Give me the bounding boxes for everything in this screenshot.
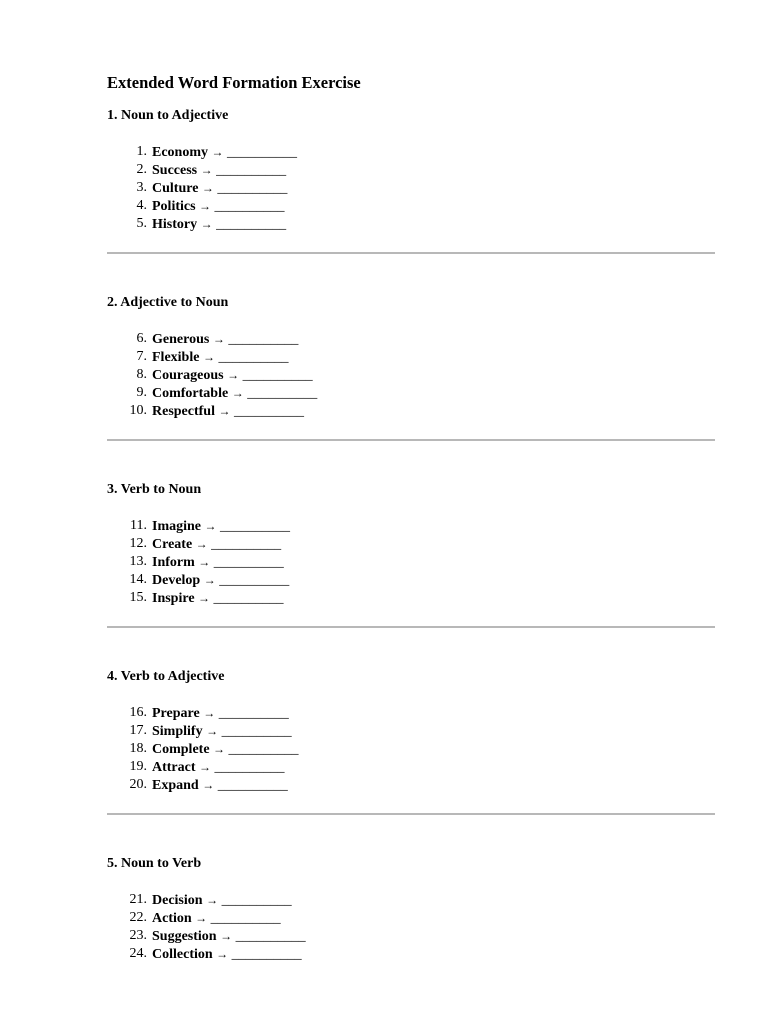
arrow-icon: → <box>198 555 211 569</box>
answer-blank: __________ <box>235 929 306 944</box>
answer-blank: __________ <box>216 163 287 178</box>
list-item <box>107 143 715 161</box>
item-content <box>152 776 288 795</box>
item-content <box>152 143 297 162</box>
arrow-icon: → <box>195 537 208 551</box>
arrow-icon: → <box>200 163 213 177</box>
item-number: 7. <box>136 349 147 364</box>
section-divider <box>107 813 715 815</box>
item-word: Comfortable <box>152 386 229 401</box>
list-item <box>107 909 715 927</box>
list-item <box>107 704 715 722</box>
answer-blank: __________ <box>218 350 289 365</box>
arrow-icon: → <box>227 368 240 382</box>
arrow-icon: → <box>220 929 233 943</box>
item-word: Imagine <box>152 519 201 534</box>
item-content <box>152 704 289 723</box>
answer-blank: __________ <box>219 573 290 588</box>
item-content <box>152 535 281 554</box>
item-number: 24. <box>129 946 147 961</box>
item-content <box>152 553 284 572</box>
item-content <box>152 366 313 385</box>
item-number: 4. <box>136 198 147 213</box>
answer-blank: __________ <box>231 947 302 962</box>
exercise-list <box>107 143 715 233</box>
arrow-icon: → <box>202 350 215 364</box>
item-content <box>152 571 289 590</box>
item-number: 9. <box>136 385 147 400</box>
item-number: 13. <box>129 554 147 569</box>
list-item <box>107 348 715 366</box>
item-word: Courageous <box>152 368 224 383</box>
item-word: Culture <box>152 181 199 196</box>
list-item <box>107 215 715 233</box>
exercise-section <box>107 294 715 441</box>
list-item <box>107 589 715 607</box>
exercise-section <box>107 107 715 254</box>
arrow-icon: → <box>212 332 225 346</box>
answer-blank: __________ <box>217 181 288 196</box>
arrow-icon: → <box>198 591 211 605</box>
arrow-icon: → <box>203 706 216 720</box>
arrow-icon: → <box>200 217 213 231</box>
item-content <box>152 927 306 946</box>
list-item <box>107 402 715 420</box>
item-content <box>152 945 302 964</box>
item-word: Expand <box>152 778 199 793</box>
section-heading: 4. Verb to Adjective <box>107 669 225 684</box>
answer-blank: __________ <box>211 537 282 552</box>
list-item <box>107 161 715 179</box>
answer-blank: __________ <box>242 368 313 383</box>
answer-blank: __________ <box>216 217 287 232</box>
exercise-list <box>107 891 715 963</box>
item-word: Inform <box>152 555 195 570</box>
item-word: Attract <box>152 760 196 775</box>
arrow-icon: → <box>201 181 214 195</box>
item-word: Create <box>152 537 193 552</box>
list-item <box>107 740 715 758</box>
answer-blank: __________ <box>234 404 304 419</box>
item-number: 3. <box>136 180 147 195</box>
item-number: 17. <box>129 723 147 738</box>
item-word: Generous <box>152 332 210 347</box>
item-number: 12. <box>129 536 147 551</box>
answer-blank: __________ <box>218 706 289 721</box>
answer-blank: __________ <box>221 893 292 908</box>
item-number: 21. <box>129 892 147 907</box>
page-title: Extended Word Formation Exercise <box>107 73 361 92</box>
item-number: 1. <box>136 144 147 159</box>
list-item <box>107 571 715 589</box>
exercise-section <box>107 855 715 963</box>
item-word: Success <box>152 163 198 178</box>
list-item <box>107 330 715 348</box>
item-number: 5. <box>136 216 147 231</box>
item-content <box>152 161 286 180</box>
arrow-icon: → <box>204 519 217 533</box>
item-content <box>152 758 285 777</box>
item-word: Flexible <box>152 350 200 365</box>
answer-blank: __________ <box>228 332 299 347</box>
list-item <box>107 197 715 215</box>
answer-blank: __________ <box>220 519 290 534</box>
item-word: Collection <box>152 947 213 962</box>
item-number: 23. <box>129 928 147 943</box>
item-number: 22. <box>129 910 147 925</box>
list-item <box>107 945 715 963</box>
item-number: 11. <box>130 518 147 533</box>
section-divider <box>107 439 715 441</box>
item-word: Simplify <box>152 724 203 739</box>
item-number: 10. <box>129 403 147 418</box>
section-heading: 2. Adjective to Noun <box>107 295 229 310</box>
arrow-icon: → <box>199 760 212 774</box>
item-number: 20. <box>129 777 147 792</box>
item-content <box>152 197 285 216</box>
answer-blank: __________ <box>221 724 292 739</box>
item-word: Develop <box>152 573 201 588</box>
section-divider <box>107 626 715 628</box>
arrow-icon: → <box>195 911 208 925</box>
item-number: 8. <box>136 367 147 382</box>
arrow-icon: → <box>213 742 226 756</box>
exercise-list <box>107 330 715 420</box>
arrow-icon: → <box>203 573 216 587</box>
item-content <box>152 215 286 234</box>
list-item <box>107 366 715 384</box>
arrow-icon: → <box>206 893 219 907</box>
section-heading: 3. Verb to Noun <box>107 482 202 497</box>
answer-blank: __________ <box>228 742 299 757</box>
item-number: 2. <box>136 162 147 177</box>
item-number: 18. <box>129 741 147 756</box>
answer-blank: __________ <box>213 555 284 570</box>
item-word: Decision <box>152 893 203 908</box>
item-content <box>152 909 281 928</box>
section-heading: 5. Noun to Verb <box>107 856 202 871</box>
list-item <box>107 722 715 740</box>
section-divider <box>107 252 715 254</box>
section-heading: 1. Noun to Adjective <box>107 108 229 123</box>
item-content <box>152 740 299 759</box>
exercise-sections <box>107 107 715 963</box>
item-number: 6. <box>136 331 147 346</box>
answer-blank: __________ <box>214 199 285 214</box>
list-item <box>107 179 715 197</box>
list-item <box>107 535 715 553</box>
list-item <box>107 891 715 909</box>
item-content <box>152 722 292 741</box>
arrow-icon: → <box>231 386 244 400</box>
item-word: Respectful <box>152 404 215 419</box>
arrow-icon: → <box>202 778 215 792</box>
list-item <box>107 776 715 794</box>
list-item <box>107 553 715 571</box>
item-content <box>152 179 287 198</box>
arrow-icon: → <box>206 724 219 738</box>
list-item <box>107 758 715 776</box>
exercise-list <box>107 704 715 794</box>
answer-blank: __________ <box>217 778 288 793</box>
item-word: Economy <box>152 145 208 160</box>
item-content <box>152 402 304 421</box>
item-word: Politics <box>152 199 196 214</box>
item-content <box>152 384 317 403</box>
arrow-icon: → <box>211 145 224 159</box>
item-word: History <box>152 217 198 232</box>
answer-blank: __________ <box>213 591 284 606</box>
answer-blank: __________ <box>227 145 297 160</box>
item-word: Inspire <box>152 591 195 606</box>
document-body <box>107 71 715 963</box>
exercise-list <box>107 517 715 607</box>
item-content <box>152 589 284 608</box>
list-item <box>107 384 715 402</box>
arrow-icon: → <box>218 404 231 418</box>
item-number: 16. <box>129 705 147 720</box>
item-word: Suggestion <box>152 929 217 944</box>
item-number: 15. <box>129 590 147 605</box>
item-number: 14. <box>129 572 147 587</box>
item-word: Prepare <box>152 706 200 721</box>
list-item <box>107 927 715 945</box>
answer-blank: __________ <box>247 386 318 401</box>
item-number: 19. <box>129 759 147 774</box>
list-item <box>107 517 715 535</box>
answer-blank: __________ <box>210 911 281 926</box>
item-content <box>152 348 288 367</box>
item-word: Action <box>152 911 192 926</box>
answer-blank: __________ <box>214 760 285 775</box>
exercise-section <box>107 668 715 815</box>
item-content <box>152 330 298 349</box>
exercise-section <box>107 481 715 628</box>
arrow-icon: → <box>199 199 212 213</box>
arrow-icon: → <box>216 947 229 961</box>
item-content <box>152 891 292 910</box>
item-content <box>152 517 290 536</box>
item-word: Complete <box>152 742 210 757</box>
